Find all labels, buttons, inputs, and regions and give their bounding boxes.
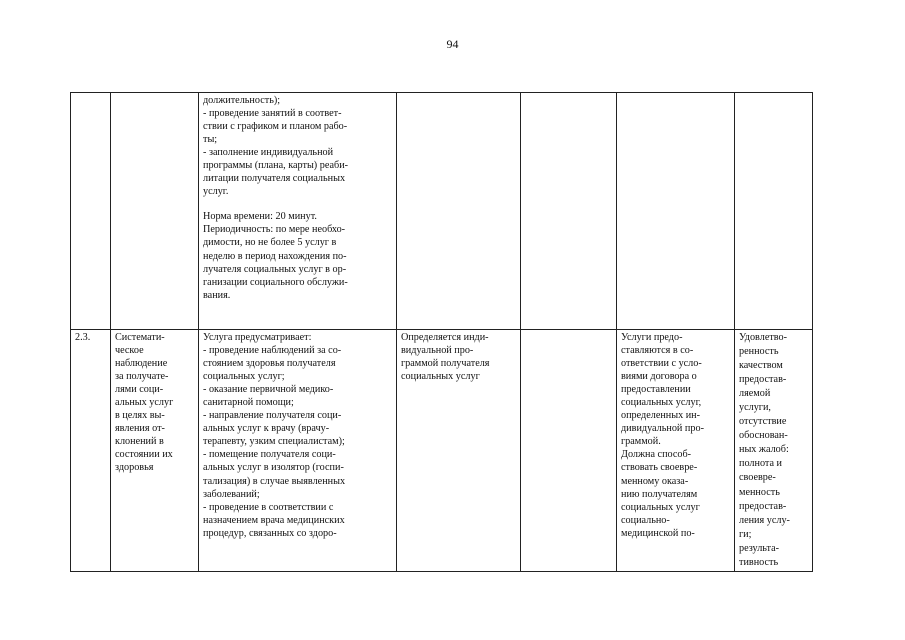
- text-line: обоснован-: [739, 430, 788, 442]
- text-line: менному оказа-: [621, 475, 689, 487]
- text-line: качеством: [739, 360, 783, 372]
- service-norm-text: [203, 210, 392, 301]
- cell-number: 2.3.: [71, 330, 111, 572]
- text-line: стоянием здоровья получателя: [203, 358, 336, 370]
- service-volume-text: [401, 331, 516, 383]
- text-line: клонений в: [115, 436, 164, 448]
- text-line: - проведение занятий в соответ-: [203, 108, 342, 120]
- text-line: ответствии с усло-: [621, 358, 702, 370]
- text-line: димости, но не более 5 услуг в: [203, 237, 337, 249]
- text-line: ствии с графиком и планом рабо-: [203, 121, 348, 133]
- text-line: Должна способ-: [621, 449, 692, 461]
- text-line: - оказание первичной медико-: [203, 384, 334, 396]
- service-name-text: [115, 331, 194, 475]
- text-line: дивидуальной про-: [621, 423, 704, 435]
- cell-quality: [735, 93, 813, 330]
- text-line: в целях вы-: [115, 410, 165, 422]
- text-line: ляемой: [739, 388, 771, 400]
- page-number: 94: [446, 37, 459, 51]
- text-line: видуальной про-: [401, 345, 474, 357]
- text-line: результа-: [739, 542, 780, 554]
- cell-service-name: [111, 330, 199, 572]
- text-line: Определяется инди-: [401, 332, 489, 343]
- text-line: ставляются в со-: [621, 345, 694, 357]
- text-line: виями договора о: [621, 371, 697, 383]
- text-line: граммой получателя: [401, 358, 490, 370]
- cell-service-content: [199, 330, 397, 572]
- text-line: ты;: [203, 134, 218, 146]
- text-line: ствовать своевре-: [621, 462, 698, 474]
- text-line: явления от-: [115, 423, 165, 435]
- text-line: санитарной помощи;: [203, 397, 294, 409]
- services-table: [70, 92, 813, 572]
- text-line: менность: [739, 486, 780, 498]
- text-line: ренность: [739, 346, 779, 358]
- service-quality-text: [739, 331, 808, 569]
- text-line: наблюдение: [115, 358, 168, 370]
- cell-number: [71, 93, 111, 330]
- cell-volume: [397, 93, 521, 330]
- text-line: альных услуг в изолятор (госпи-: [203, 462, 344, 474]
- text-line: лучателя социальных услуг в ор-: [203, 263, 347, 275]
- cell-quality: [735, 330, 813, 572]
- service-content-text: [203, 94, 392, 198]
- service-conditions-text: [621, 331, 730, 540]
- text-line: должительность);: [203, 95, 281, 106]
- text-line: определенных ин-: [621, 410, 701, 422]
- text-line: неделю в период нахождения по-: [203, 250, 347, 262]
- cell-conditions: [617, 330, 735, 572]
- text-line: Системати-: [115, 332, 165, 343]
- text-line: Удовлетво-: [739, 332, 788, 343]
- cell-volume: [397, 330, 521, 572]
- text-line: альных услуг: [115, 397, 174, 409]
- table-row-continued: [71, 93, 813, 330]
- text-line: услуги,: [739, 402, 771, 414]
- text-line: Услуги предо-: [621, 332, 683, 343]
- text-line: Услуга предусматривает:: [203, 332, 312, 343]
- text-line: за получате-: [115, 371, 169, 383]
- cell-service-name: [111, 93, 199, 330]
- text-line: социальных услуг,: [621, 397, 702, 409]
- text-line: граммой.: [621, 436, 661, 448]
- text-line: литации получателя социальных: [203, 173, 346, 185]
- text-line: здоровья: [115, 462, 154, 474]
- text-line: социально-: [621, 514, 670, 526]
- text-line: ческое: [115, 345, 144, 357]
- cell-empty: [521, 93, 617, 330]
- text-line: своевре-: [739, 472, 776, 484]
- text-line: вания.: [203, 289, 231, 301]
- text-line: заболеваний;: [203, 488, 260, 500]
- cell-conditions: [617, 93, 735, 330]
- text-line: социальных услуг: [621, 501, 700, 513]
- text-line: Норма времени: 20 минут.: [203, 211, 317, 223]
- text-line: ги;: [739, 528, 752, 540]
- text-line: терапевту, узким специалистам);: [203, 436, 345, 448]
- table-row-2-3: [71, 330, 813, 572]
- text-line: тивность: [739, 556, 779, 568]
- text-line: социальных услуг;: [203, 371, 285, 383]
- text-line: социальных услуг: [401, 371, 480, 383]
- text-line: предостав-: [739, 374, 787, 386]
- text-line: отсутствие: [739, 416, 787, 428]
- text-line: процедур, связанных со здоро-: [203, 527, 337, 539]
- text-line: - заполнение индивидуальной: [203, 147, 334, 159]
- text-line: услуг.: [203, 186, 229, 198]
- text-line: программы (плана, карты) реаби-: [203, 160, 349, 172]
- cell-service-content: [199, 93, 397, 330]
- text-line: ления услу-: [739, 514, 790, 526]
- text-line: состоянии их: [115, 449, 173, 461]
- text-line: назначением врача медицинских: [203, 514, 345, 526]
- text-line: медицинской по-: [621, 527, 695, 539]
- text-line: альных услуг к врачу (врачу-: [203, 423, 330, 435]
- text-line: ных жалоб:: [739, 444, 789, 456]
- text-line: полнота и: [739, 458, 783, 470]
- text-line: Периодичность: по мере необхо-: [203, 224, 346, 236]
- text-line: лями соци-: [115, 384, 164, 396]
- text-line: предостав-: [739, 500, 787, 512]
- text-line: - помещение получателя соци-: [203, 449, 336, 461]
- text-line: тализация) в случае выявленных: [203, 475, 346, 487]
- text-line: - проведение в соответствии с: [203, 501, 334, 513]
- text-line: ганизации социального обслужи-: [203, 276, 348, 288]
- text-line: предоставлении: [621, 384, 691, 396]
- text-line: - проведение наблюдений за со-: [203, 345, 342, 357]
- text-line: нию получателям: [621, 488, 698, 500]
- service-content-text: [203, 331, 392, 540]
- cell-empty: [521, 330, 617, 572]
- text-line: - направление получателя соци-: [203, 410, 342, 422]
